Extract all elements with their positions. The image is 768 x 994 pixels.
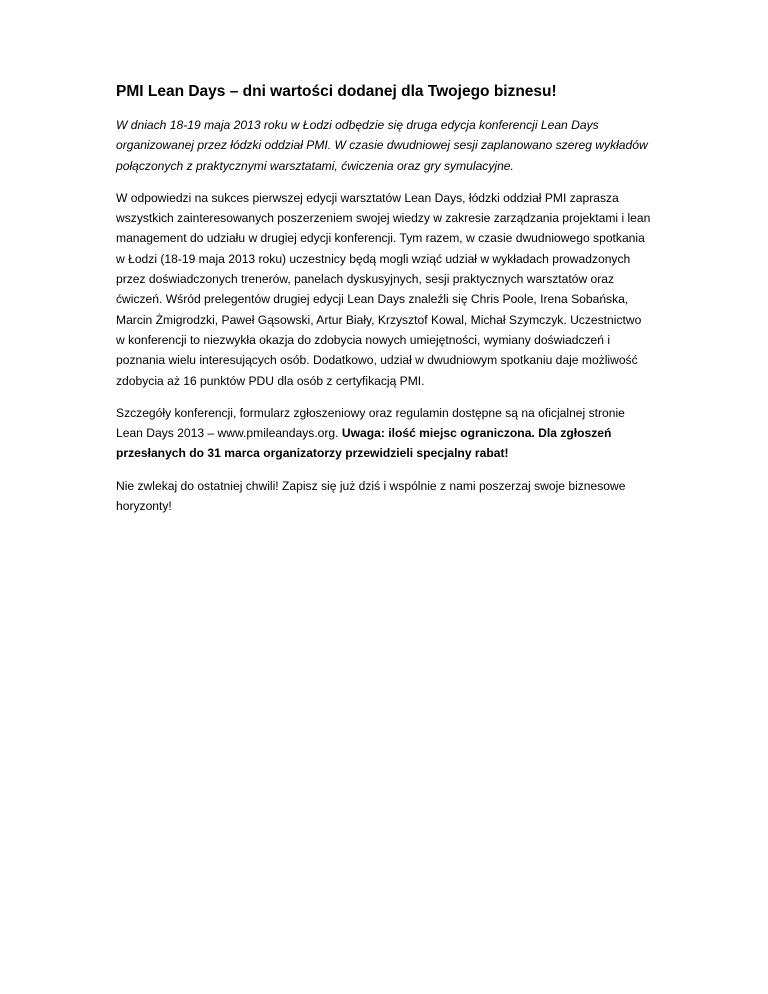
document-title: PMI Lean Days – dni wartości dodanej dla Twojego biznesu! (116, 83, 557, 100)
lead-paragraph: W dniach 18-19 maja 2013 roku w Łodzi odbędzie się druga edycja konferencji Lean Days organizowanej przez łódzki oddział PMI. W czasie dwudniowej sesji zaplanowano szereg wykładów połączonych z praktycznymi warsztatami, ćwiczenia oraz gry symulacyjne. (116, 118, 648, 173)
discount-notice: Uwaga: ilość miejsc ograniczona. Dla zgłoszeń przesłanych do 31 marca organizatorzy przewidzieli specjalny rabat! (116, 426, 612, 461)
document-page (116, 82, 652, 528)
closing-paragraph: Nie zwlekaj do ostatniej chwili! Zapisz się już dziś i wspólnie z nami poszerzaj swoje biznesowe horyzonty! (116, 478, 626, 514)
details-paragraph (116, 403, 652, 464)
body-paragraph: W odpowiedzi na sukces pierwszej edycji warsztatów Lean Days, łódzki oddział PMI zaprasza wszystkich zainteresowanych poszerzeniem swojej wiedzy w zakresie zarządzania projektami i lean management do udziału w drugiej edycji konferencji. Tym razem, w czasie dwudniowego spotkania w Łodzi (18-19 maja 2013 roku) uczestnicy będą mogli wziąć udział w wykładach prowadzonych przez doświadczonych trenerów, panelach dyskusyjnych, sesji praktycznych warsztatów oraz ćwiczeń. Wśród prelegentów drugiej edycji Lean Days znaleźli się Chris Poole, Irena Sobańska, Marcin Żmigrodzki, Paweł Gąsowski, Artur Biały, Krzysztof Kowal, Michał Szymczyk. Uczestnictwo w konferencji to niezwykła okazja do zdobycia nowych umiejętności, wymiany doświadczeń i poznania wielu interesujących osób. Dodatkowo, udział w dwudniowym spotkaniu daje możliwość zdobycia aż 16 punktów PDU dla osób z certyfikacją PMI. (116, 190, 651, 388)
details-text: Szczegóły konferencji, formularz zgłoszeniowy oraz regulamin dostępne są na oficjalnej stronie Lean Days 2013 – www.pmileandays.org. (116, 405, 625, 441)
